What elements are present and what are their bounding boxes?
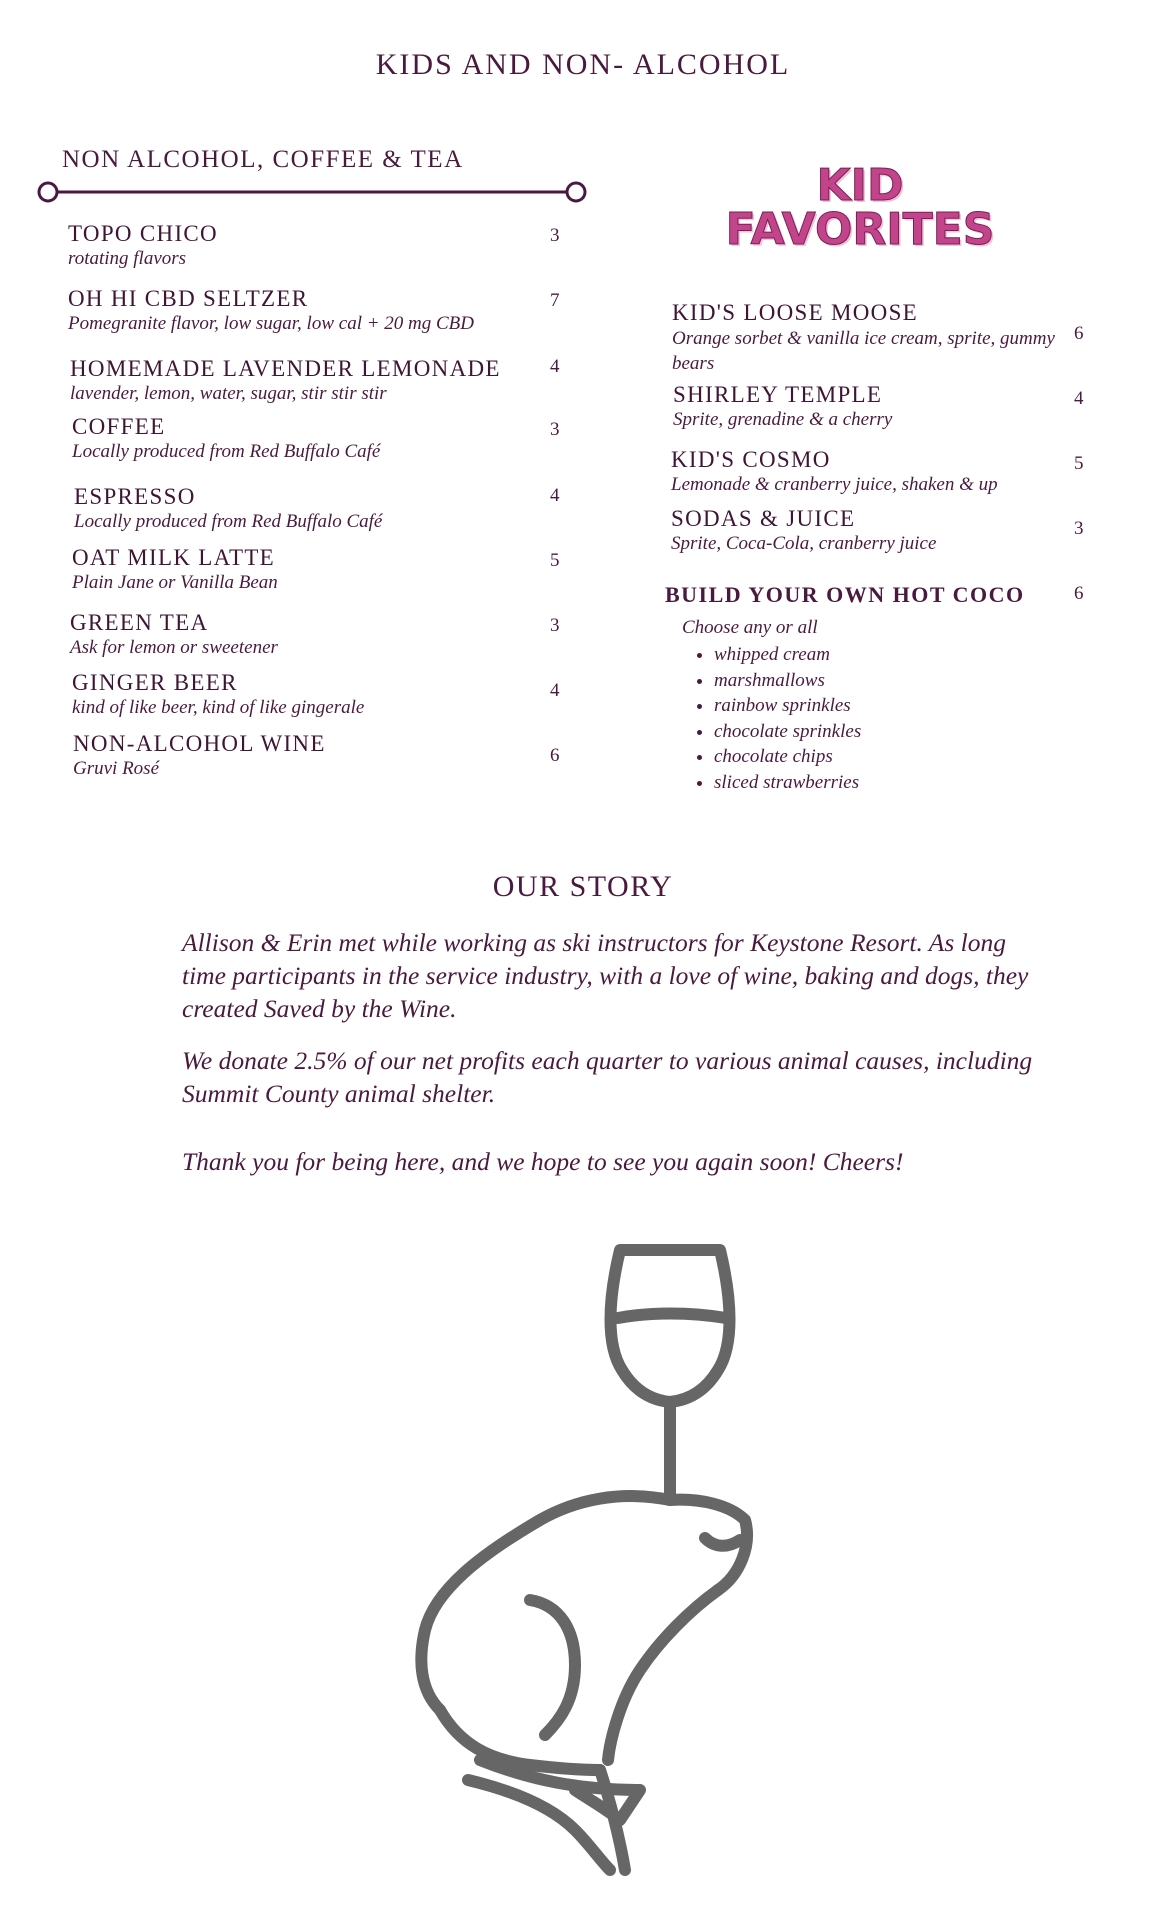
menu-item [70,356,600,405]
item-price: 6 [1074,323,1084,344]
item-name: NON-ALCOHOL WINE [73,731,326,756]
menu-item [68,286,598,335]
menu-item [70,610,600,659]
hot-coco-options [682,642,861,796]
story-paragraph: We donate 2.5% of our net profits each quarter to various animal causes, including Summit County animal shelter. [182,1046,1033,1108]
item-name: GREEN TEA [70,610,209,635]
page-title: KIDS AND NON- ALCOHOL [375,48,791,81]
item-name: SHIRLEY TEMPLE [673,382,883,407]
menu-item [68,221,598,270]
menu-item [72,670,602,719]
kid-logo-line: FAVORITES [725,204,995,255]
dog-with-wine-glass-icon [400,1238,780,1878]
item-name: OAT MILK LATTE [72,545,276,570]
list-item: • marshmallows [714,668,861,694]
item-desc: Plain Jane or Vanilla Bean [72,572,278,593]
item-name: GINGER BEER [72,670,238,695]
kid-favorites-logo [700,160,1020,255]
hot-coco-title: BUILD YOUR OWN HOT COCO [665,582,1025,607]
item-price: 4 [550,356,560,377]
section-title-non-alcohol: NON ALCOHOL, COFFEE & TEA [62,146,464,173]
item-price: 3 [1074,518,1084,539]
item-desc: Locally produced from Red Buffalo Café [72,441,381,462]
section-divider [36,180,588,204]
item-desc: Sprite, grenadine & a cherry [673,409,893,430]
item-desc: Ask for lemon or sweetener [70,637,278,658]
item-name: HOMEMADE LAVENDER LEMONADE [70,356,501,381]
story-title: OUR STORY [492,870,674,903]
item-name: ESPRESSO [74,484,196,509]
item-name: OH HI CBD SELTZER [68,286,309,311]
item-price: 4 [550,680,560,701]
menu-item [74,484,604,533]
item-name: SODAS & JUICE [671,506,856,531]
item-price: 4 [1074,388,1084,409]
item-name: KID'S COSMO [671,447,831,472]
item-desc: Sprite, Coca-Cola, cranberry juice [671,533,937,554]
item-desc: kind of like beer, kind of like gingerale [72,697,365,718]
item-price: 5 [550,550,560,571]
item-desc: rotating flavors [68,248,187,269]
item-desc: Pomegranite flavor, low sugar, low cal + 20 mg CBD [68,313,475,334]
item-price: 7 [550,290,560,311]
story-paragraph: Allison & Erin met while working as ski instructors for Keystone Resort. As long time participants in the service industry, with a love of wine, baking and dogs, they created Saved by the Wine. [182,928,1029,1023]
item-desc: lavender, lemon, water, sugar, stir stir stir [70,383,387,404]
menu-item [73,731,603,780]
item-price: 5 [1074,453,1084,474]
item-desc: Locally produced from Red Buffalo Café [74,511,383,532]
list-item: • whipped cream [714,642,861,668]
story-paragraph: Thank you for being here, and we hope to see you again soon! Cheers! [182,1147,904,1176]
menu-item [671,506,1071,555]
item-price: 3 [550,615,560,636]
list-item: • chocolate chips [714,744,861,770]
menu-item [672,300,1072,376]
menu-item [673,382,1073,431]
menu-item [671,447,1071,496]
item-desc: Orange sorbet & vanilla ice cream, sprite, gummy bears [672,328,1055,374]
item-name: KID'S LOOSE MOOSE [672,300,919,325]
item-desc: Gruvi Rosé [73,758,160,779]
hot-coco-price: 6 [1074,583,1084,604]
item-price: 6 [550,745,560,766]
item-price: 4 [550,485,560,506]
menu-item [72,414,602,463]
kid-logo-line: KID [816,160,904,211]
item-price: 3 [550,419,560,440]
item-name: COFFEE [72,414,166,439]
menu-item [72,545,602,594]
list-item: • sliced strawberries [714,770,861,796]
hot-coco-intro: Choose any or all [682,617,818,638]
item-desc: Lemonade & cranberry juice, shaken & up [671,474,998,495]
item-price: 3 [550,225,560,246]
list-item: • chocolate sprinkles [714,719,861,745]
list-item: • rainbow sprinkles [714,693,861,719]
item-name: TOPO CHICO [68,221,218,246]
